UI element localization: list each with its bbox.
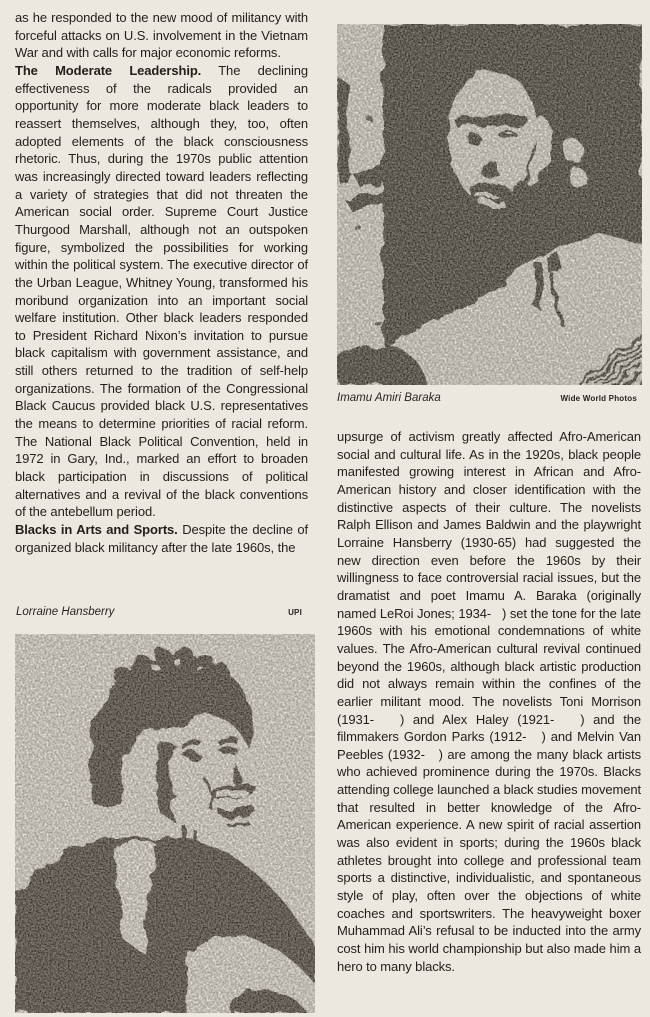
paragraph [337,428,641,975]
paragraph [15,521,308,556]
left-column-text [15,9,308,556]
paragraph [15,9,308,62]
hansberry-caption-row [16,606,302,618]
paragraph-text: The declining effectiveness of the radicals provided an opportunity for more moderate black leaders to reassert themselves, although they, too, often adopted elements of the black consciousness rhetoric. Thus, during the 1970s public attention was increasingly directed toward leaders reflecting a variety of strategies that did not threaten the American social order. Supreme Court Justice Thurgood Marshall, although not an outspoken figure, symbolized the possibilities for working within the political system. The executive director of the Urban League, Whitney Young, transformed his moribund organization into an important social welfare institution. Other black leaders responded to President Richard Nixon’s invitation to pursue black capitalism with government assistance, and still others returned to the tradition of self-help organizations. The formation of the Congressional Black Caucus provided black U.S. representatives the means to determine priorities of racial reform. The National Black Political Convention, held in 1972 in Gary, Ind., marked an effort to broaden black participation in discussions of political alternatives and a revival of the black conventions of the antebellum period. [15,62,308,520]
hansberry-photo [15,634,315,1013]
baraka-caption: Imamu Amiri Baraka [337,392,441,404]
baraka-photo [337,24,642,385]
hansberry-caption: Lorraine Hansberry [16,606,115,618]
paragraph [15,62,308,521]
hansberry-photo-credit: UPI [288,608,302,617]
paragraph-text: as he responded to the new mood of militancy with forceful attacks on U.S. involvement in the Vietnam War and with calls for major economic reforms. [15,10,308,61]
right-column-text [337,428,641,975]
paragraph-text: upsurge of activism greatly affected Afro-American social and cultural life. As in the 1920s, black people manifested growing interest in African and Afro-American history and closer identification with the distinctive aspects of their culture. The novelists Ralph Ellison and James Baldwin and the playwright Lorraine Hansberry (1930-65) had suggested the new direction even before the 1960s by their willingness to face controversial racial issues, but the dramatist and poet Imamu A. Baraka (originally named LeRoi Jones; 1934- ) set the tone for the late 1960s with his emotional condemnations of white values. The Afro-American cultural revival continued beyond the 1960s, although black artistic production did not always remain within the confines of the earlier militant mood. The novelists Toni Morrison (1931- ) and Alex Haley (1921- ) and the filmmakers Gordon Parks (1912- ) and Melvin Van Peebles (1932- ) are among the many black artists who achieved prominence during the 1970s. Blacks attending college launched a black studies movement that resulted in better knowledge of the Afro-American experience. A new spirit of racial assertion was also evident in sports; during the 1960s black athletes brought into college and professional team sports a distinctive, individualistic, and spontaneous style of play, often over the objections of white coaches and sportswriters. The heavyweight boxer Muhammad Ali’s refusal to be inducted into the army cost him his world championship but also made him a hero to many blacks. [337,429,641,974]
section-heading-moderate-leadership: The Moderate Leadership. [15,62,202,78]
baraka-caption-row [337,392,637,404]
baraka-photo-credit: Wide World Photos [560,394,637,403]
paragraph-text: Despite the decline of organized black militancy after the late 1960s, the [15,522,309,555]
section-heading-blacks-in-arts-and-sports: Blacks in Arts and Sports. [15,522,178,538]
